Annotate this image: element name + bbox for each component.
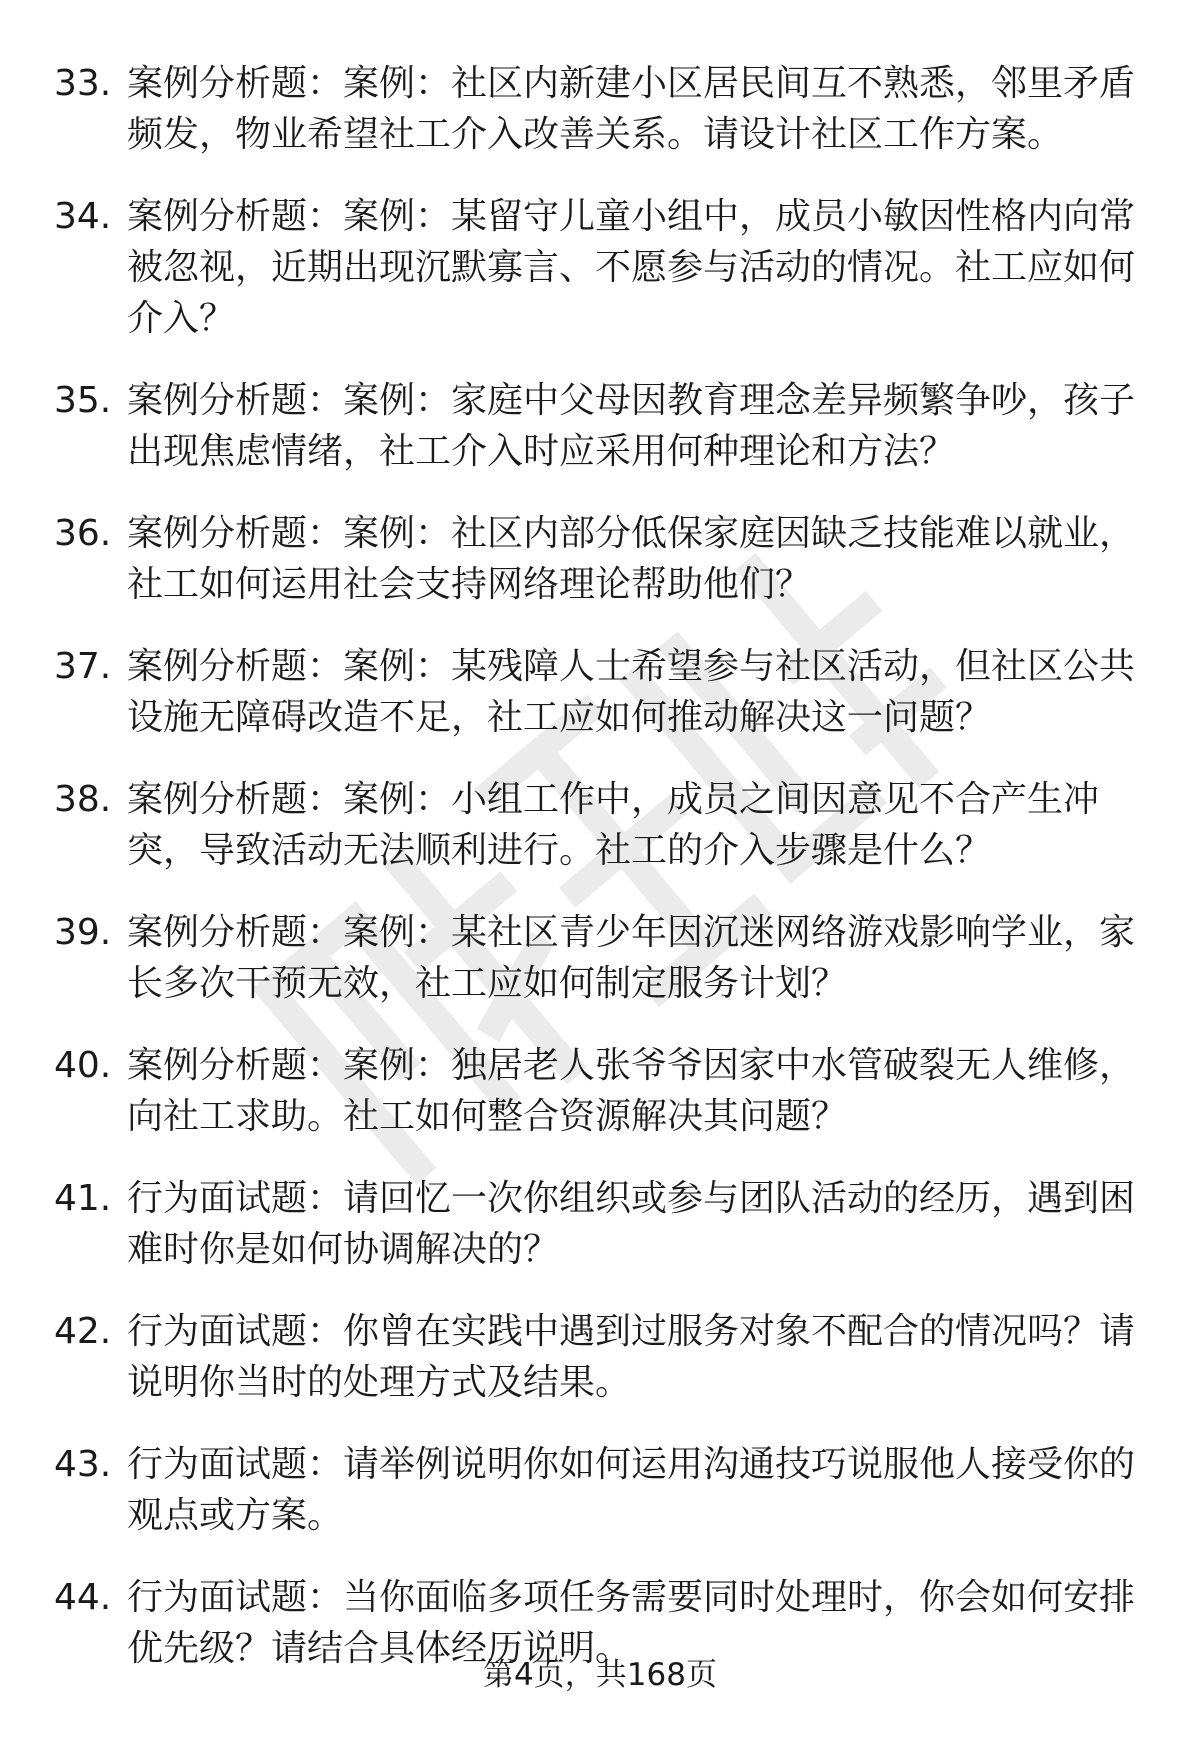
question-text: 行为面试题：当你面临多项任务需要同时处理时，你会如何安排优先级？请结合具体经历说明。 xyxy=(127,1577,1136,1669)
list-item xyxy=(54,1040,1144,1142)
question-number: 39. xyxy=(54,912,112,953)
question-number: 33. xyxy=(54,63,112,104)
list-item xyxy=(54,191,1144,344)
list-item xyxy=(54,1439,1144,1541)
list-item xyxy=(54,774,1144,876)
question-text: 行为面试题：请回忆一次你组织或参与团队活动的经历，遇到困难时你是如何协调解决的？ xyxy=(127,1178,1136,1270)
question-text: 案例分析题：案例：家庭中父母因教育理念差异频繁争吵，孩子出现焦虑情绪，社工介入时应采用何种理论和方法？ xyxy=(127,380,1136,472)
list-item xyxy=(54,641,1144,743)
list-item xyxy=(54,58,1144,160)
list-item xyxy=(54,1173,1144,1275)
question-number: 41. xyxy=(54,1178,112,1219)
question-number: 37. xyxy=(54,646,112,687)
question-number: 43. xyxy=(54,1444,112,1485)
question-number: 36. xyxy=(54,513,112,554)
question-text: 行为面试题：你曾在实践中遇到过服务对象不配合的情况吗？请说明你当时的处理方式及结果。 xyxy=(127,1311,1136,1403)
question-text: 案例分析题：案例：社区内新建小区居民间互不熟悉，邻里矛盾频发，物业希望社工介入改善关系。请设计社区工作方案。 xyxy=(127,63,1136,155)
question-number: 38. xyxy=(54,779,112,820)
question-text: 案例分析题：案例：社区内部分低保家庭因缺乏技能难以就业，社工如何运用社会支持网络理论帮助他们？ xyxy=(127,513,1136,605)
question-number: 34. xyxy=(54,196,112,237)
list-item xyxy=(54,375,1144,477)
question-number: 42. xyxy=(54,1311,112,1352)
question-text: 案例分析题：案例：某残障人士希望参与社区活动，但社区公共设施无障碍改造不足，社工应如何推动解决这一问题？ xyxy=(127,646,1136,738)
page-footer: 第4页，共168页 xyxy=(483,1657,717,1693)
question-text: 案例分析题：案例：某社区青少年因沉迷网络游戏影响学业，家长多次干预无效，社工应如何制定服务计划？ xyxy=(127,912,1136,1004)
question-text: 案例分析题：案例：某留守儿童小组中，成员小敏因性格内向常被忽视，近期出现沉默寡言、不愿参与活动的情况。社工应如何介入？ xyxy=(127,196,1136,339)
list-item xyxy=(54,508,1144,610)
question-list xyxy=(54,58,1144,1705)
question-text: 案例分析题：案例：独居老人张爷爷因家中水管破裂无人维修，向社工求助。社工如何整合资源解决其问题？ xyxy=(127,1045,1136,1137)
list-item xyxy=(54,1306,1144,1408)
question-text: 案例分析题：案例：小组工作中，成员之间因意见不合产生冲突，导致活动无法顺利进行。社工的介入步骤是什么？ xyxy=(127,779,1100,871)
list-item xyxy=(54,907,1144,1009)
question-number: 40. xyxy=(54,1045,112,1086)
question-text: 行为面试题：请举例说明你如何运用沟通技巧说服他人接受你的观点或方案。 xyxy=(127,1444,1136,1536)
question-number: 44. xyxy=(54,1577,112,1618)
question-number: 35. xyxy=(54,380,112,421)
